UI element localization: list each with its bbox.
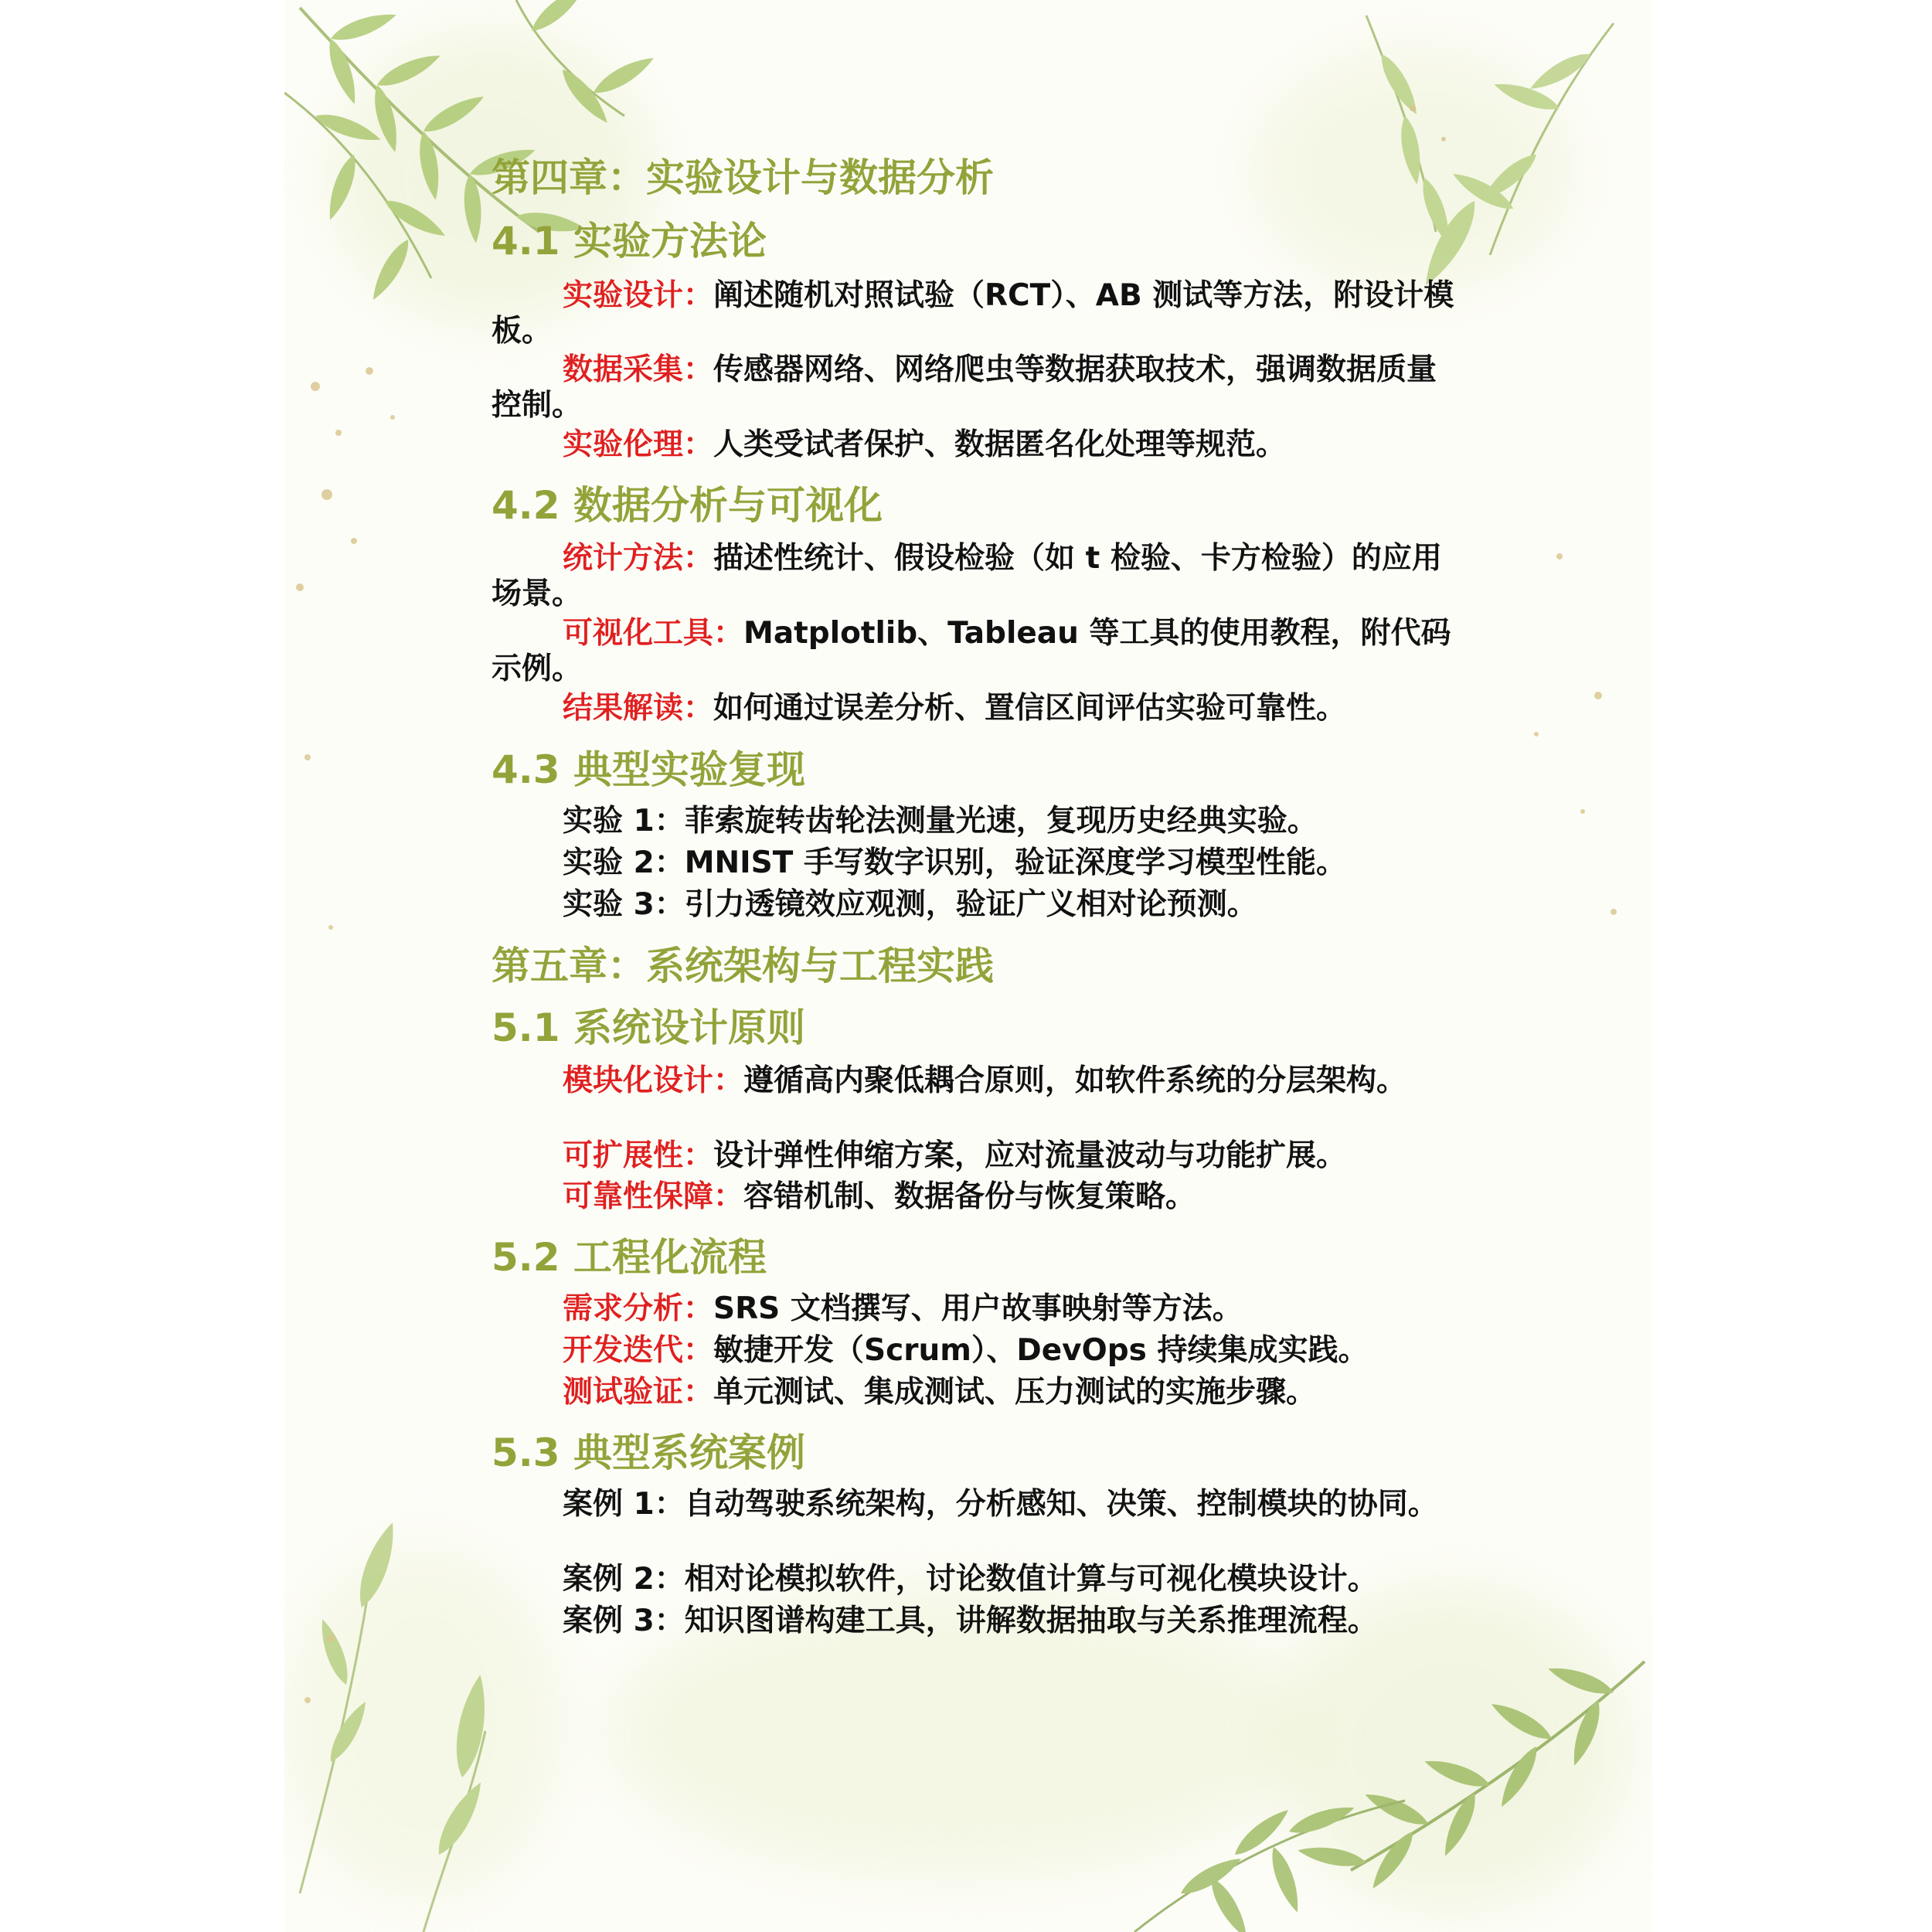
paragraph-label: 实验设计： bbox=[563, 278, 714, 313]
section-4-1-title: 4.1 实验方法论 bbox=[492, 219, 767, 264]
experiment-item: 实验 1：菲索旋转齿轮法测量光速，复现历史经典实验。 bbox=[563, 804, 1318, 838]
paragraph-visualization-tools bbox=[492, 616, 1459, 687]
paragraph-text: 设计弹性伸缩方案，应对流量波动与功能扩展。 bbox=[713, 1138, 1347, 1173]
chapter-4-title: 第四章：实验设计与数据分析 bbox=[492, 155, 994, 200]
paragraph-text: 人类受试者保护、数据匿名化处理等规范。 bbox=[713, 427, 1287, 462]
paragraph-label: 实验伦理： bbox=[563, 427, 714, 462]
paragraph-text: Matplotlib、Tableau 等工具的使用教程，附代码示例。 bbox=[492, 616, 1451, 686]
paragraph-data-collection bbox=[492, 352, 1459, 423]
paragraph-label: 测试验证： bbox=[563, 1375, 714, 1410]
paragraph-label: 统计方法： bbox=[563, 541, 714, 576]
paragraph-statistics bbox=[492, 541, 1459, 612]
case-item: 案例 1：自动驾驶系统架构，分析感知、决策、控制模块的协同。 bbox=[563, 1487, 1438, 1522]
paragraph-label: 需求分析： bbox=[563, 1291, 714, 1326]
paragraph-modular-design bbox=[492, 1063, 1459, 1099]
paragraph-text: 敏捷开发（Scrum）、DevOps 持续集成实践。 bbox=[713, 1333, 1369, 1368]
leaf-branch-top-right-icon bbox=[1366, 15, 1614, 291]
paragraph-label: 可扩展性： bbox=[563, 1138, 714, 1173]
paragraph-text: 阐述随机对照试验（RCT）、AB 测试等方法，附设计模板。 bbox=[492, 278, 1454, 349]
section-5-1-title: 5.1 系统设计原则 bbox=[492, 1005, 805, 1050]
chapter-5-title: 第五章：系统架构与工程实践 bbox=[492, 944, 994, 988]
paragraph-text: SRS 文档撰写、用户故事映射等方法。 bbox=[713, 1291, 1243, 1326]
document-page bbox=[284, 0, 1652, 1932]
section-4-3-title: 4.3 典型实验复现 bbox=[492, 747, 805, 792]
paragraph-text: 传感器网络、网络爬虫等数据获取技术，强调数据质量控制。 bbox=[492, 352, 1437, 423]
experiment-item: 实验 2：MNIST 手写数字识别，验证深度学习模型性能。 bbox=[563, 845, 1346, 880]
paragraph-label: 结果解读： bbox=[563, 691, 714, 726]
case-item: 案例 3：知识图谱构建工具，讲解数据抽取与关系推理流程。 bbox=[563, 1604, 1378, 1638]
section-4-2-title: 4.2 数据分析与可视化 bbox=[492, 483, 883, 528]
paragraph-text: 描述性统计、假设检验（如 t 检验、卡方检验）的应用场景。 bbox=[492, 541, 1442, 611]
paragraph-text: 如何通过误差分析、置信区间评估实验可靠性。 bbox=[713, 691, 1347, 726]
paragraph-reliability bbox=[492, 1179, 1459, 1215]
paragraph-label: 数据采集： bbox=[563, 352, 714, 387]
paragraph-result-interpretation bbox=[492, 691, 1459, 726]
section-5-3-title: 5.3 典型系统案例 bbox=[492, 1430, 805, 1475]
paragraph-text: 单元测试、集成测试、压力测试的实施步骤。 bbox=[713, 1375, 1317, 1410]
paragraph-scalability bbox=[492, 1138, 1459, 1174]
leaf-branch-bottom-left-icon bbox=[300, 1519, 492, 1932]
paragraph-experiment-ethics bbox=[492, 427, 1459, 463]
paragraph-experiment-design bbox=[492, 278, 1459, 349]
paragraph-text: 容错机制、数据备份与恢复策略。 bbox=[743, 1179, 1196, 1214]
paragraph-text: 遵循高内聚低耦合原则，如软件系统的分层架构。 bbox=[743, 1063, 1407, 1098]
paragraph-label: 可靠性保障： bbox=[563, 1179, 744, 1214]
section-5-2-title: 5.2 工程化流程 bbox=[492, 1235, 767, 1280]
paragraph-label: 开发迭代： bbox=[563, 1333, 714, 1368]
experiment-item: 实验 3：引力透镜效应观测，验证广义相对论预测。 bbox=[563, 887, 1257, 922]
paragraph-development-iteration bbox=[492, 1333, 1459, 1369]
leaf-branch-bottom-right-icon bbox=[1134, 1661, 1645, 1932]
paragraph-label: 模块化设计： bbox=[563, 1063, 744, 1098]
paragraph-label: 可视化工具： bbox=[563, 616, 744, 651]
paragraph-testing bbox=[492, 1375, 1459, 1410]
paragraph-requirements bbox=[492, 1291, 1459, 1327]
case-item: 案例 2：相对论模拟软件，讨论数值计算与可视化模块设计。 bbox=[563, 1562, 1378, 1597]
